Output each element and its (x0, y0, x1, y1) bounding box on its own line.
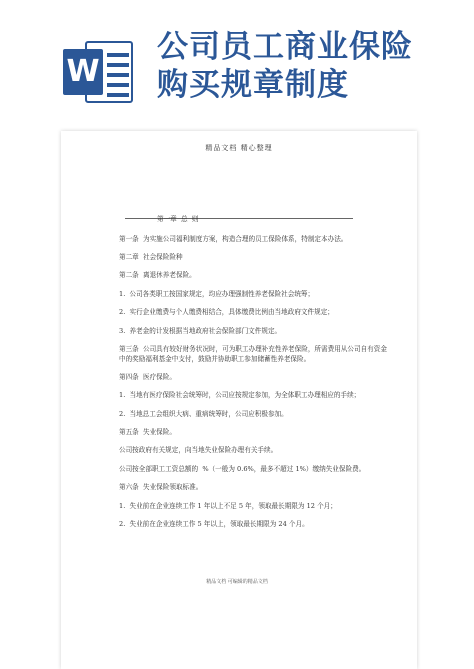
document-paragraph: 第二章 社会保险险种 (119, 252, 183, 261)
document-paragraph: 第二条 离退休养老保险。 (119, 271, 196, 280)
document-paragraph: 第六条 失业保险领取标准。 (119, 483, 203, 492)
word-document-icon (63, 39, 135, 105)
chapter-heading: 第一章 总 则 (157, 215, 199, 223)
document-page (61, 131, 417, 669)
document-header: 精品文档 精心整理 (205, 144, 273, 152)
title-line-1: 公司员工商业保险 (157, 29, 413, 65)
document-paragraph: 2. 当地总工会组织大病、重病统筹时，公司应积极参加。 (119, 409, 288, 418)
document-paragraph: 第一条 为实施公司福利制度方案，构造合理的员工保险体系，特制定本办法。 (119, 234, 348, 243)
document-paragraph: 公司按全部职工工资总额的 %（一般为 0.6%，最多不超过 1%）缴纳失业保险费。 (119, 464, 366, 473)
document-paragraph: 2. 失业前在企业连续工作 5 年以上，领取最长期限为 24 个月。 (119, 520, 309, 529)
document-paragraph: 3. 养老金的计发根据当地政府社会保险部门文件规定。 (119, 326, 282, 335)
document-paragraph: 1. 失业前在企业连续工作 1 年以上不足 5 年，领取最长期限为 12 个月； (119, 501, 337, 510)
document-paragraph: 1. 当地有医疗保险社会统筹时，公司应按规定参加，为全体职工办理相应的手续； (119, 391, 361, 400)
document-footer: 精品文档 可编辑的精品文档 (206, 579, 268, 585)
title-line-2: 购买规章制度 (157, 67, 349, 103)
document-paragraph: 公司按政府有关规定，向当地失业保险办理有关手续。 (119, 446, 278, 455)
document-paragraph: 第四条 医疗保险。 (119, 372, 176, 381)
word-logo-letter: W (63, 49, 103, 95)
document-paragraph: 第三条 公司具有较好财务状况时，可为职工办理补充性养老保险，所需费用从公司自有资金中的奖励福利基金中支付，鼓励并协助职工参加储蓄性养老保险。 (119, 344, 387, 363)
page-title (157, 28, 457, 104)
document-body (119, 215, 389, 538)
document-paragraph: 2. 实行企业缴费与个人缴费相结合，具体缴费比例由当地政府文件规定； (119, 308, 334, 317)
document-paragraph: 第五条 失业保险。 (119, 428, 176, 437)
banner (0, 0, 474, 125)
document-paragraph: 1. 公司各类职工按国家规定，均应办理强制性养老保险社会统筹； (119, 289, 315, 298)
